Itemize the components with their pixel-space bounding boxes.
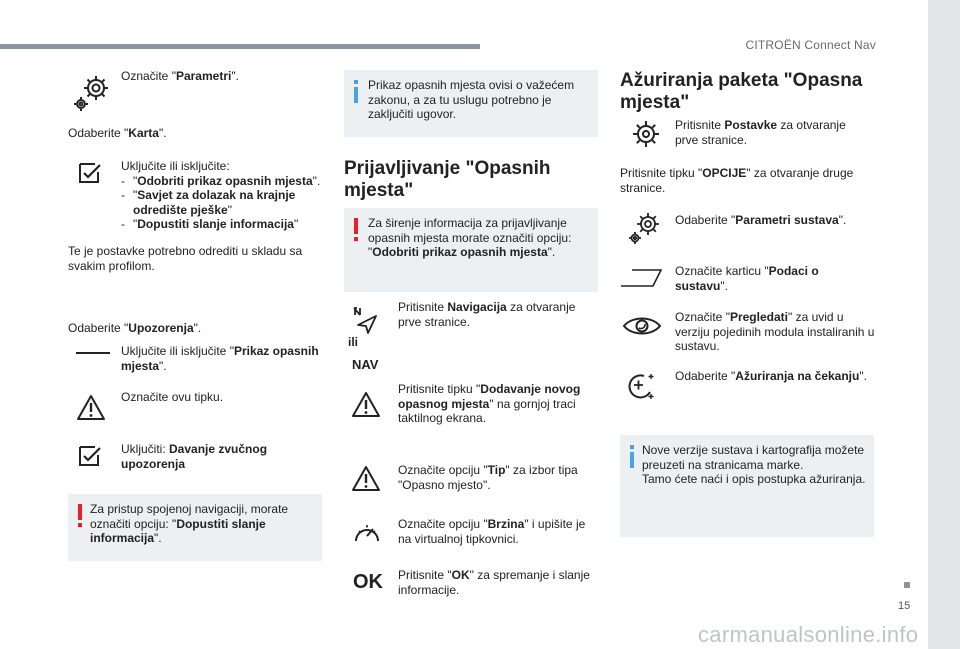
step-press-opcije: Pritisnite tipku "OPCIJE" za otvaranje druge stranice. xyxy=(620,166,854,195)
profile-note: Te je postavke potrebno odrediti u skladu sa svakim profilom. xyxy=(68,244,303,273)
side-strip xyxy=(928,0,960,649)
step-choose-karta: Odaberite "Karta". xyxy=(68,126,167,140)
step-press-postavke: Pritisnite Postavke za otvaranje prve stranice. xyxy=(675,118,846,147)
step-mark-button: Označite ovu tipku. xyxy=(121,390,224,404)
info-note-box xyxy=(620,435,874,537)
info-icon xyxy=(630,445,634,449)
checkbox-tick-icon xyxy=(78,162,102,184)
warning-note-text: Za pristup spojenoj navigaciji, morate označiti opciju: "Dopustiti slanje informacija". xyxy=(90,502,289,545)
settings-gear-icon xyxy=(630,118,662,150)
or-label: ili xyxy=(348,335,359,349)
settings-gear-icon xyxy=(72,72,112,112)
update-icon xyxy=(624,370,660,402)
warning-exclamation-icon xyxy=(354,218,358,234)
warning-note-text: Za širenje informacija za prijavljivanje opasnih mjesta morate označiti opciju: "Odobriti prikaz opasnih mjesta". xyxy=(368,216,572,259)
info-icon xyxy=(354,80,358,84)
step-add-danger-zone: Pritisnite tipku "Dodavanje novog opasnog mjesta" na gornjoj traci taktilnog ekrana. xyxy=(398,382,581,425)
system-settings-icon xyxy=(626,210,662,246)
step-press-ok: Pritisnite "OK" za spremanje i slanje informacije. xyxy=(398,568,590,597)
step-toggle-prikaz: Uključite ili isključite "Prikaz opasnih mjesta". xyxy=(121,344,319,373)
step-select-type: Označite opciju "Tip" za izbor tipa "Opasno mjesto". xyxy=(398,463,578,492)
warning-triangle-icon xyxy=(351,465,381,492)
section-heading-report: Prijavljivanje "Opasnih mjesta" xyxy=(344,158,551,201)
step-enter-speed: Označite opciju "Brzina" i upišite je na virtualnoj tipkovnici. xyxy=(398,517,586,546)
toggle-options-list: Uključite ili isključite: - "Odobriti prikaz opasnih mjesta". - "Savjet za dolazak na krajnje odredište pješke" - "Dopustiti slanje informacija" xyxy=(121,159,321,232)
step-choose-upozorenja: Odaberite "Upozorenja". xyxy=(68,321,202,335)
step-tab-system-data: Označite karticu "Podaci o sustavu". xyxy=(675,264,819,293)
info-note-text: Nove verzije sustava i kartografija možete preuzeti na stranicama marke. Tamo ćete naći i opis postupka ažuriranja. xyxy=(642,443,866,486)
page-marker xyxy=(904,582,910,588)
header-brand: CITROËN Connect Nav xyxy=(745,38,876,52)
page-number: 15 xyxy=(898,600,911,612)
header-rule xyxy=(0,44,480,49)
toggle-line-icon xyxy=(76,352,110,354)
step-press-navigacija: Pritisnite Navigacija za otvaranje prve stranice. xyxy=(398,300,576,329)
step-pregledati: Označite "Pregledati" za uvid u verziju pojedinih modula instaliranih u sustavu. xyxy=(675,310,875,353)
watermark: carmanualsonline.info xyxy=(698,622,919,647)
checkbox-tick-icon xyxy=(78,445,102,467)
nav-button-label: NAV xyxy=(352,357,379,372)
warning-exclamation-icon xyxy=(78,504,82,520)
section-heading-updates: Ažuriranja paketa "Opasna mjesta" xyxy=(620,70,863,113)
step-select-parametri: Označite "Parametri". xyxy=(121,69,239,83)
tab-icon xyxy=(620,268,664,288)
warning-note-box xyxy=(68,494,322,561)
ok-button-label: OK xyxy=(353,571,383,593)
step-enable-sound: Uključiti: Davanje zvučnog upozorenja xyxy=(121,442,268,471)
warning-triangle-icon xyxy=(351,391,381,418)
navigation-arrow-icon xyxy=(352,306,378,334)
step-choose-system-params: Odaberite "Parametri sustava". xyxy=(675,213,847,227)
eye-icon xyxy=(622,313,662,339)
warning-note-box xyxy=(344,208,598,292)
info-note-text: Prikaz opasnih mjesta ovisi o važećem zakonu, a za tu uslugu potrebno je zaključiti ugovor. xyxy=(368,78,575,121)
speedometer-icon xyxy=(352,519,382,547)
info-note-box xyxy=(344,70,598,137)
step-pending-updates: Odaberite "Ažuriranja na čekanju". xyxy=(675,369,867,383)
warning-triangle-icon xyxy=(76,394,106,421)
